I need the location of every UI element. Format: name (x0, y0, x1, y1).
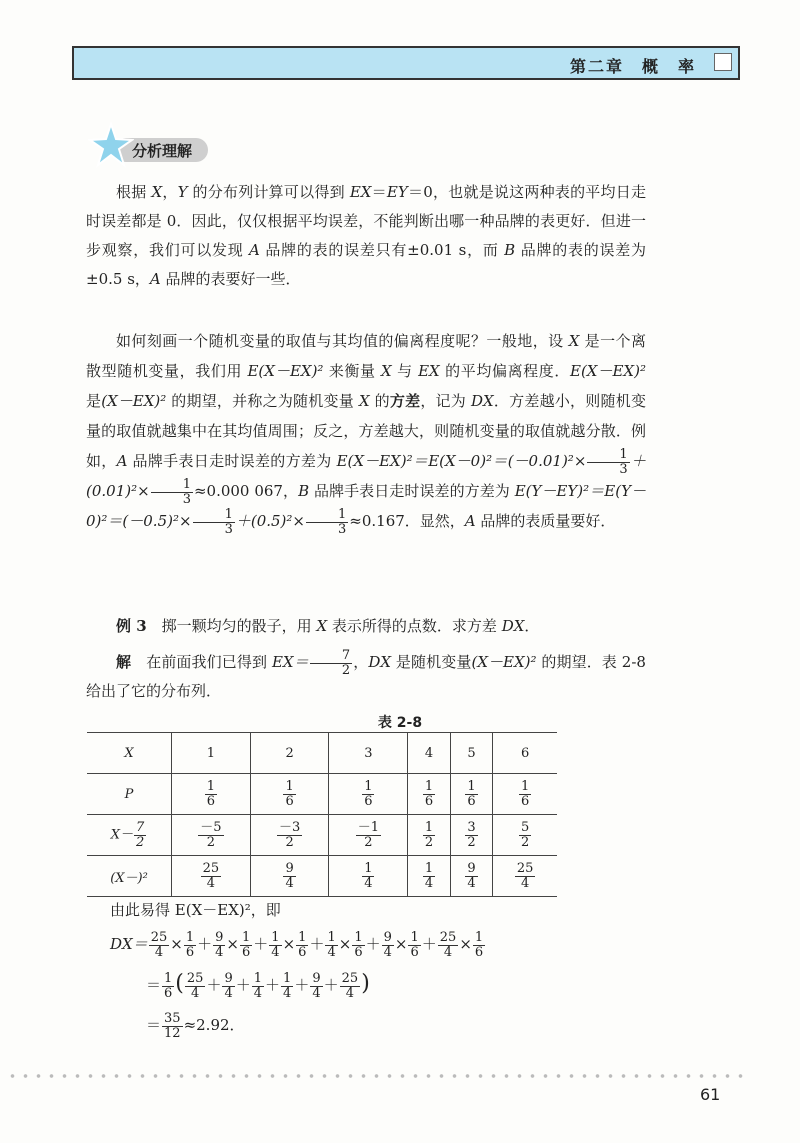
fraction: $\frac{-3}{2}$ (278, 819, 301, 850)
table-cell: 6 (493, 733, 557, 774)
fraction: $\frac{1}{6}$ (285, 778, 294, 809)
var-x: X (316, 617, 328, 635)
table-cell (250, 815, 329, 856)
chapter-header-bar (72, 46, 740, 80)
table-cell (493, 856, 557, 897)
text: 的期望．表 2-8 给出了它的分布列． (86, 653, 646, 701)
section-badge (88, 122, 218, 166)
text: 掷一颗均匀的骰子，用 (146, 617, 317, 635)
fraction: $\frac{1}{6}$ (424, 778, 434, 809)
math-expr: (X－EX)² (101, 392, 167, 410)
paren: ) (361, 971, 370, 996)
chapter-title: 第二章 概 率 (569, 57, 696, 76)
text: 品牌的表的误差只有±0.01 s，而 (259, 241, 505, 259)
distribution-table (87, 732, 557, 897)
text: ＝0，也就是说这两种表的平均日走时误差都是 0．因此，仅仅根据平均误差，不能判断出哪一种品牌的表更好．但进一步观察，我们可以发现 (86, 183, 646, 259)
text: 品牌的表的误差为±0.5 s， (86, 241, 646, 288)
ex: EX (349, 183, 372, 201)
table-cell (450, 774, 493, 815)
table-cell: 5 (450, 733, 493, 774)
table-cell (408, 815, 451, 856)
brand-a: A (249, 241, 260, 259)
brand-a: A (149, 270, 161, 288)
table-cell (450, 815, 493, 856)
analysis-paragraph (86, 178, 646, 294)
table-cell (172, 815, 251, 856)
math-expr: E(X－EX)² (570, 362, 646, 380)
table-caption: 表 2-8 (377, 715, 423, 731)
text: 品牌的表质量要好． (475, 512, 616, 531)
math-expr: E(X－EX)² (247, 362, 324, 380)
fraction: $\frac{9}{4}$ (285, 860, 294, 891)
dx: DX (368, 653, 392, 671)
fraction: $\frac{9}{4}$ (467, 860, 476, 891)
text: ≈0.167．显然， (349, 512, 465, 531)
text: ≈0.000 067， (193, 482, 299, 501)
fraction: $\frac{5}{2}$ (521, 819, 530, 850)
fraction: $\frac{3}{2}$ (467, 819, 476, 850)
variance-calculation (110, 896, 610, 1045)
math-expr: E(Y－EY)²＝E(Y－0)²＝(－0.5)²× (86, 482, 646, 531)
fraction: $\frac{1}{3}$ (151, 478, 193, 506)
row-head-x: X (87, 733, 172, 774)
text: 品牌手表日走时误差的方差为 (309, 482, 515, 501)
table-row (87, 774, 557, 815)
calc-line-3: ＝ $\frac{35}{12}$ ≈2.92． (146, 1010, 245, 1041)
fraction: $\frac{7}{2}$ (135, 819, 145, 850)
example-3 (86, 612, 646, 641)
fraction: $\frac{1}{6}$ (364, 778, 373, 809)
term-variance: 方差 (389, 392, 421, 410)
solution-label: 解 (116, 653, 132, 671)
ex: EX (418, 362, 440, 380)
table-cell (172, 856, 251, 897)
fraction: $\frac{-5}{2}$ (200, 819, 222, 850)
var-x: X (568, 332, 580, 350)
fraction: $\frac{-1}{2}$ (357, 819, 379, 850)
var-x: X (381, 362, 392, 380)
fraction: $\frac{1}{3}$ (587, 448, 629, 476)
brand-a: A (116, 452, 128, 470)
fraction: $\frac{1}{3}$ (193, 508, 235, 536)
math-expr: ＋(0.01)²× (86, 452, 646, 501)
text: 是 (86, 392, 102, 410)
fraction: $\frac{1}{4}$ (424, 860, 434, 891)
calc-line-2: ＝ $\frac{1}{6}$ ( $\frac{25}{4}$ ＋ $\frac{9}{4}$ ＋ $\frac{1}{4}$ ＋ $\frac{1}{4}$ ＋ $\frac{9}{4}$ ＋ $\frac{25}{4}$ ) (146, 970, 370, 1001)
fraction: $\frac{1}{6}$ (206, 778, 215, 809)
text: 是一个离散型随机变量，我们用 (86, 332, 646, 380)
fraction: $\frac{25}{4}$ (516, 860, 534, 891)
text: 在前面我们已得到 (131, 653, 272, 671)
text: 的 (369, 392, 390, 410)
example-label: 例 3 (116, 617, 147, 635)
var-y: Y (177, 183, 188, 201)
row-head-deviation: X－ $\frac{7}{2}$ (87, 815, 172, 856)
table-cell (408, 774, 451, 815)
text: 品牌手表日走时误差的方差为 (127, 452, 337, 470)
footer-dotted-line (6, 1073, 746, 1079)
text: 的分布列计算可以得到 (187, 183, 350, 201)
fraction: $\frac{25}{4}$ (202, 860, 220, 891)
table-cell: 3 (329, 733, 408, 774)
text: 来衡量 (323, 362, 382, 380)
text: 的平均偏离程度． (439, 362, 570, 380)
table-cell (450, 856, 493, 897)
fraction: $\frac{1}{6}$ (467, 778, 476, 809)
text: 与 (391, 362, 419, 380)
text: 根据 (116, 183, 152, 201)
table-cell (493, 774, 557, 815)
table-row (87, 856, 557, 897)
brand-b: B (298, 482, 310, 501)
table-cell (250, 856, 329, 897)
table-row (87, 815, 557, 856)
text: 的期望，并称之为随机变量 (166, 392, 359, 410)
text: ．方差越小，则随机变量的取值就越集中在其均值周围；反之，方差越大，则随机变量的取值就越分散．例如， (86, 392, 646, 470)
paren: ( (175, 971, 184, 996)
text: ． (524, 617, 540, 635)
brand-b: B (504, 241, 516, 259)
fraction: $\frac{7}{2}$ (310, 649, 352, 677)
text: ， (162, 183, 178, 201)
var-x: X (151, 183, 163, 201)
text: 品牌的表要好一些． (160, 270, 301, 288)
row-head-squared-deviation: (X－)² (87, 856, 172, 897)
table-cell: 1 (172, 733, 251, 774)
star-icon (88, 122, 134, 168)
table-cell (408, 856, 451, 897)
math-expr: ＋(0.5)²× (235, 512, 305, 531)
text: 是随机变量 (391, 653, 472, 671)
calc-line-1: DX＝ $\frac{25}{4}$ × $\frac{1}{6}$ ＋ $\frac{9}{4}$ × $\frac{1}{6}$ ＋ $\frac{1}{4}$ × $\frac{1}{6}$ ＋ $\frac{1}{4}$ × $\frac{1}{6}$ ＋ $\frac{9}{4}$ × $\frac{1}{6}$ ＋ $\frac{25}{4}$ × $\frac{1}{6}$ (110, 929, 484, 960)
dx: DX (470, 392, 494, 410)
fraction: $\frac{1}{4}$ (364, 860, 373, 891)
math-expr: E(X－EX)²＝E(X－0)²＝(－0.01)²× (336, 452, 587, 470)
var-x: X (358, 392, 370, 410)
calc-intro: 由此易得 E(X－EX)²，即 (110, 901, 281, 919)
header-corner-box (714, 53, 732, 71)
fraction: $\frac{1}{6}$ (521, 778, 530, 809)
variance-definition-paragraph (86, 326, 646, 536)
text: ，记为 (420, 392, 471, 410)
table-cell: 4 (408, 733, 451, 774)
text: ＝ (371, 183, 387, 201)
text: ， (353, 653, 369, 671)
table-cell (329, 774, 408, 815)
table-cell (250, 774, 329, 815)
fraction: $\frac{1}{3}$ (306, 508, 348, 536)
fraction: $\frac{1}{2}$ (424, 819, 434, 850)
row-head-p: P (87, 774, 172, 815)
table-cell (329, 856, 408, 897)
page-number: 61 (700, 1085, 721, 1104)
dx: DX (501, 617, 525, 635)
section-label: 分析理解 (132, 142, 193, 160)
solution-paragraph (86, 648, 646, 706)
ey: EY (386, 183, 408, 201)
table-cell (493, 815, 557, 856)
table-cell: 2 (250, 733, 329, 774)
math-expr: EX＝ (271, 653, 309, 671)
table-row (87, 733, 557, 774)
text: 表示所得的点数．求方差 (327, 617, 502, 635)
text: 如何刻画一个随机变量的取值与其均值的偏离程度呢？一般地，设 (116, 332, 569, 350)
math-expr: (X－EX)² (471, 653, 537, 671)
brand-a: A (464, 512, 476, 531)
table-cell (172, 774, 251, 815)
table-cell (329, 815, 408, 856)
